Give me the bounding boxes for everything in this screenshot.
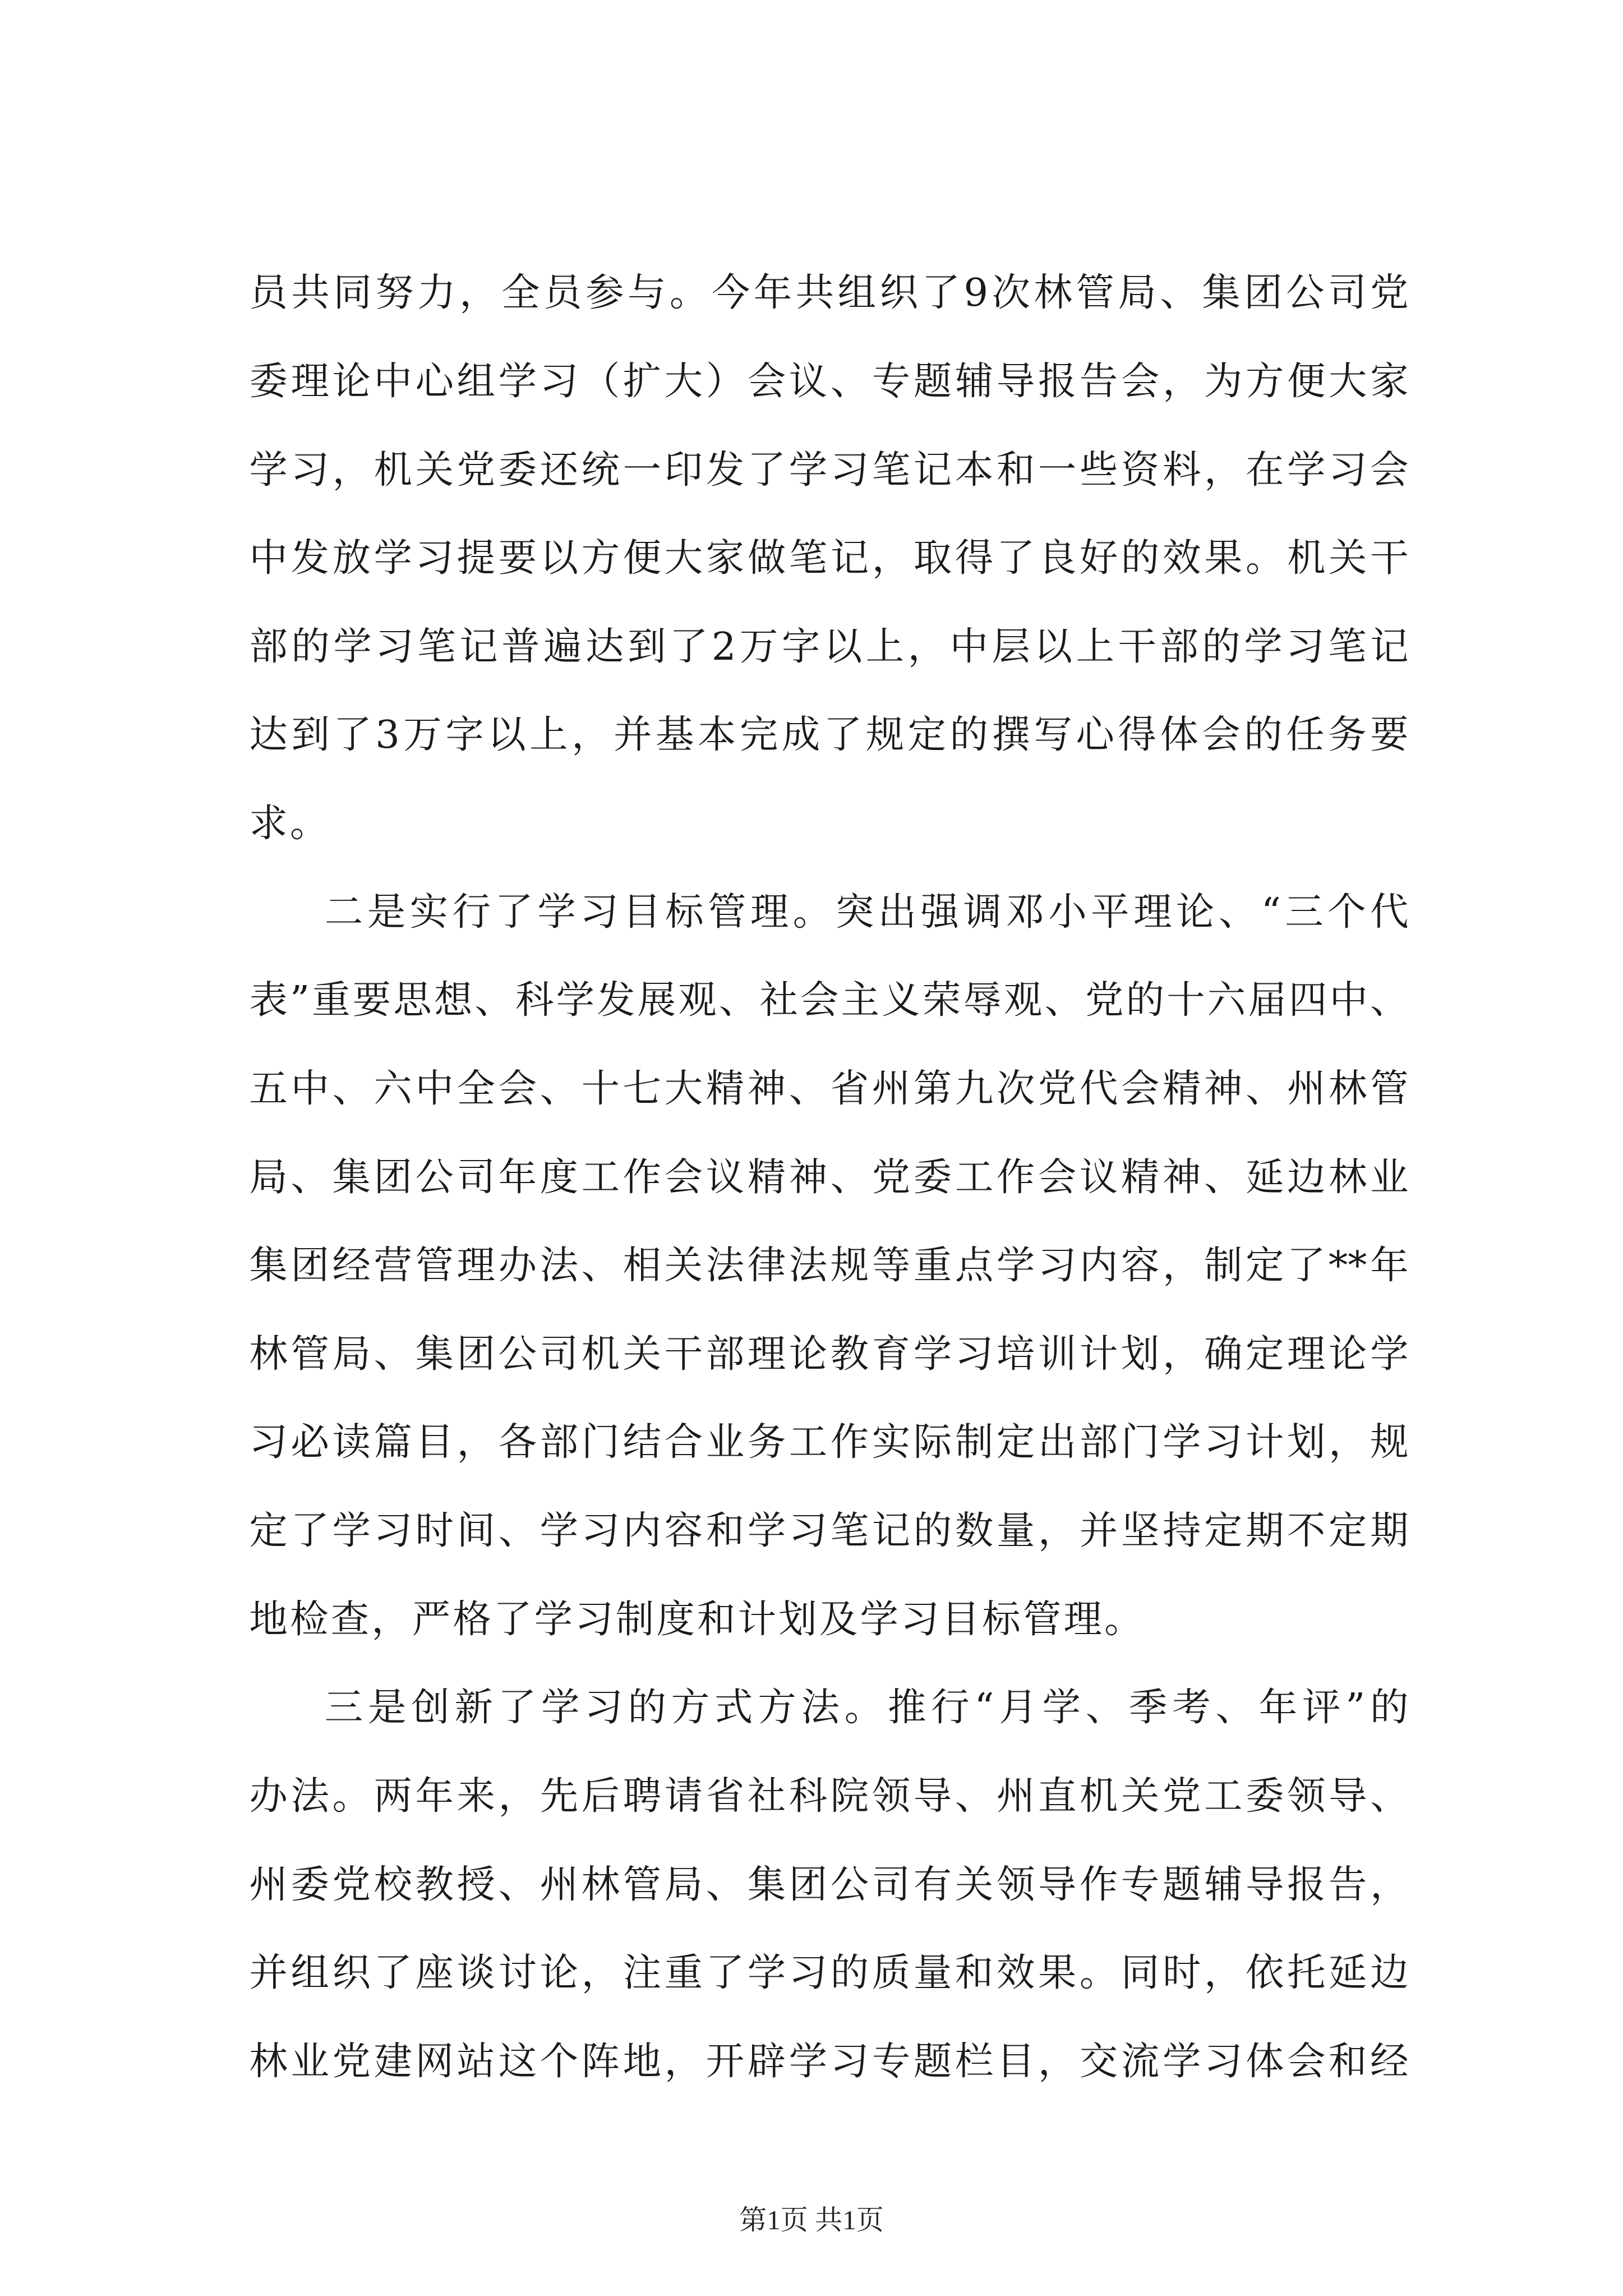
- body-line: 中发放学习提要以方便大家做笔记，取得了良好的效果。机关干: [249, 536, 1409, 581]
- body-line: 习必读篇目，各部门结合业务工作实际制定出部门学习计划，规: [249, 1420, 1409, 1465]
- body-line: 表”重要思想、科学发展观、社会主义荣辱观、党的十六届四中、: [249, 978, 1409, 1023]
- body-line: 地检查，严格了学习制度和计划及学习目标管理。: [249, 1596, 1145, 1642]
- body-line: 集团经营管理办法、相关法律法规等重点学习内容，制定了**年: [249, 1243, 1409, 1289]
- body-line: 达到了3万字以上，并基本完成了规定的撰写心得体会的任务要: [249, 712, 1409, 758]
- body-line: 委理论中心组学习（扩大）会议、专题辅导报告会，为方便大家: [249, 358, 1409, 404]
- body-line: 林业党建网站这个阵地，开辟学习专题栏目，交流学习体会和经: [249, 2039, 1409, 2084]
- paragraph-first-line: 三是创新了学习的方式方法。推行“月学、季考、年评”的: [324, 1685, 1409, 1731]
- body-line: 定了学习时间、学习内容和学习笔记的数量，并坚持定期不定期: [249, 1508, 1409, 1554]
- body-line: 州委党校教授、州林管局、集团公司有关领导作专题辅导报告，: [249, 1862, 1409, 1907]
- body-line: 并组织了座谈讨论，注重了学习的质量和效果。同时，依托延边: [249, 1950, 1409, 1996]
- body-line: 办法。两年来，先后聘请省社科院领导、州直机关党工委领导、: [249, 1773, 1409, 1819]
- page-number-footer: 第1页 共1页: [739, 2204, 884, 2235]
- paragraph-first-line: 二是实行了学习目标管理。突出强调邓小平理论、“三个代: [324, 889, 1409, 935]
- body-line: 员共同努力，全员参与。今年共组织了9次林管局、集团公司党: [249, 270, 1409, 316]
- body-line: 学习，机关党委还统一印发了学习笔记本和一些资料，在学习会: [249, 447, 1409, 493]
- body-line: 求。: [249, 801, 331, 846]
- body-line: 部的学习笔记普遍达到了2万字以上，中层以上干部的学习笔记: [249, 624, 1409, 669]
- body-line: 局、集团公司年度工作会议精神、党委工作会议精神、延边林业: [249, 1154, 1409, 1200]
- body-line: 五中、六中全会、十七大精神、省州第九次党代会精神、州林管: [249, 1066, 1409, 1111]
- body-line: 林管局、集团公司机关干部理论教育学习培训计划，确定理论学: [249, 1331, 1409, 1377]
